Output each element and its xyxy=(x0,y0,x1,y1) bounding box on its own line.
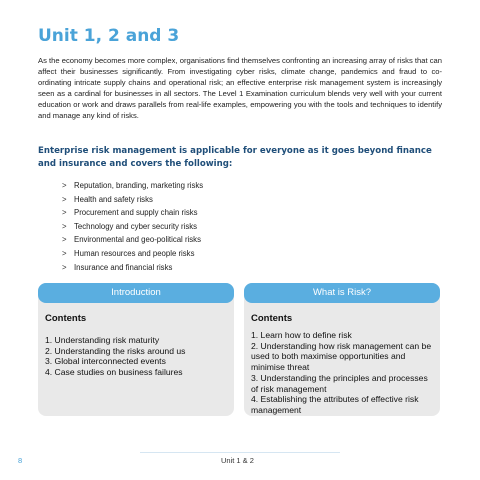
contents-label: Contents xyxy=(45,313,87,324)
risk-label: Technology and cyber security risks xyxy=(74,221,198,231)
chevron-right-icon: > xyxy=(62,262,67,272)
card-header: Introduction xyxy=(38,283,234,303)
page-number: 8 xyxy=(18,456,23,465)
footer-label: Unit 1 & 2 xyxy=(221,456,254,465)
risk-label: Human resources and people risks xyxy=(74,248,195,258)
list-item xyxy=(62,179,203,193)
list-item: 4. Establishing the attributes of effective risk management xyxy=(251,394,419,415)
risk-label: Insurance and financial risks xyxy=(74,262,173,272)
footer-divider xyxy=(140,452,340,453)
page-title: Unit 1, 2 and 3 xyxy=(38,26,180,46)
risk-label: Procurement and supply chain risks xyxy=(74,208,198,218)
list-item: 2. Understanding the risks around us xyxy=(45,345,186,356)
list-item: 3. Understanding the principles and processes of risk management xyxy=(251,372,428,394)
contents-list xyxy=(251,330,437,416)
risk-label: Health and safety risks xyxy=(74,194,153,204)
what-is-risk-card xyxy=(244,283,440,416)
contents-list xyxy=(45,335,231,378)
list-item: 1. Understanding risk maturity xyxy=(45,335,160,345)
chevron-right-icon: > xyxy=(62,208,67,218)
list-item: 3. Global interconnected events xyxy=(45,356,166,367)
list-item: 2. Understanding how risk management can be used to both maximise opportunities and minimise threat xyxy=(251,340,432,373)
card-header: What is Risk? xyxy=(244,283,440,303)
chevron-right-icon: > xyxy=(62,248,67,258)
list-item: 4. Case studies on business failures xyxy=(45,367,183,378)
list-item xyxy=(62,206,203,220)
section-subheading: Enterprise risk management is applicable for everyone as it goes beyond finance and insurance and covers the following: xyxy=(38,146,432,169)
intro-paragraph: As the economy becomes more complex, organisations find themselves confronting an increasing array of risks that can affect their businesses significantly. From investigating cyber risks, climate change, pandemics and fraud to co-ordinating intricate supply chains and operational risk; an effective enterprise risk management system is increasingly seen as a cardinal for businesses in all sectors. The Level 1 Examination curriculum blends very well with your current education or work and draws parallels from real-life examples, empowering you with the tools and techniques to identify and manage any kind of risks. xyxy=(38,56,442,120)
list-item xyxy=(62,193,203,207)
list-item xyxy=(62,233,203,247)
chevron-right-icon: > xyxy=(62,235,67,245)
list-item xyxy=(62,247,203,261)
list-item xyxy=(62,261,203,275)
risk-label: Environmental and geo-political risks xyxy=(74,235,201,245)
list-item: 1. Learn how to define risk xyxy=(251,330,352,340)
chevron-right-icon: > xyxy=(62,181,67,190)
chevron-right-icon: > xyxy=(62,221,67,231)
risk-label: Reputation, branding, marketing risks xyxy=(74,181,204,190)
introduction-card xyxy=(38,283,234,416)
list-item xyxy=(62,220,203,234)
chevron-right-icon: > xyxy=(62,194,67,204)
risk-list xyxy=(62,179,203,274)
contents-label: Contents xyxy=(251,313,293,324)
